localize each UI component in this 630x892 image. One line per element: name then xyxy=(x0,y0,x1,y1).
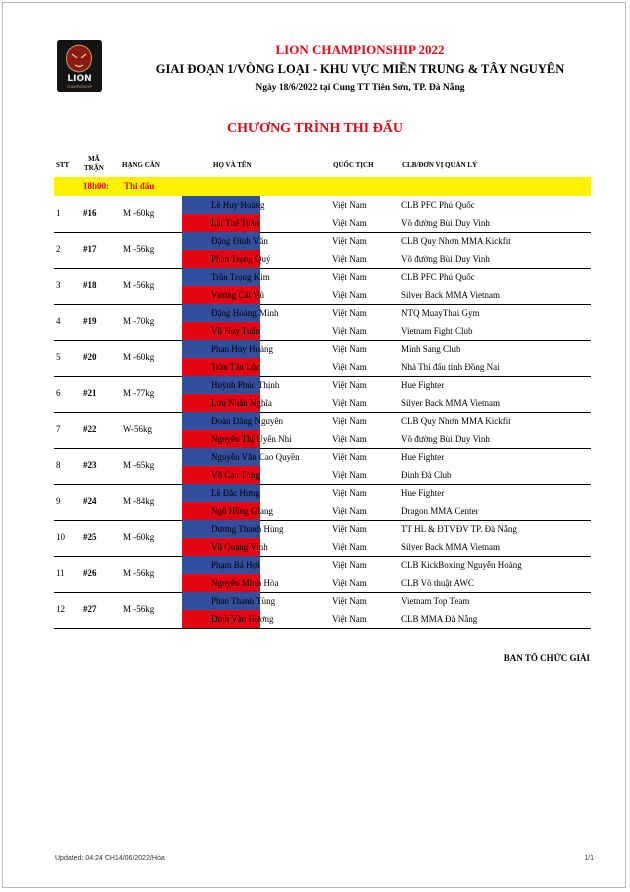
fighter-nationality: Việt Nam xyxy=(332,362,367,372)
fighter-name: Đoàn Đăng Nguyên xyxy=(211,416,283,426)
bout-weight-class: M -56kg xyxy=(123,604,155,614)
bout-row xyxy=(54,304,591,341)
red-fighter xyxy=(54,286,591,304)
fighter-name: Dương Thanh Hùng xyxy=(211,524,284,534)
bout-stt: 7 xyxy=(56,424,61,434)
fighter-nationality: Việt Nam xyxy=(332,596,367,606)
red-fighter xyxy=(54,574,591,592)
bout-row xyxy=(54,340,591,377)
blue-fighter xyxy=(54,376,591,394)
fighter-name: Phan Thanh Tùng xyxy=(211,596,276,606)
red-fighter xyxy=(54,430,591,448)
fighter-nationality: Việt Nam xyxy=(332,434,367,444)
bout-code: #16 xyxy=(83,208,97,218)
fighter-nationality: Việt Nam xyxy=(332,200,367,210)
bout-code: #21 xyxy=(83,388,97,398)
fighter-name: Trần Tấn Lộc xyxy=(211,362,260,372)
blue-fighter xyxy=(54,268,591,286)
fighter-name: Lưu Nhân Nghĩa xyxy=(211,398,272,408)
column-header-ma-line1: MÃ xyxy=(88,155,100,163)
column-header-quoc-tich: QUỐC TỊCH xyxy=(333,161,374,169)
organizer-signature: BAN TỔ CHỨC GIẢI xyxy=(503,653,590,663)
bout-row xyxy=(54,376,591,413)
fighter-nationality: Việt Nam xyxy=(332,488,367,498)
bout-stt: 2 xyxy=(56,244,61,254)
updated-timestamp: Updated: 04:24 CH14/06/2022/Hòa xyxy=(55,855,165,862)
bout-code: #22 xyxy=(83,424,97,434)
column-header-clb: CLB/ĐƠN VỊ QUẢN LÝ xyxy=(402,161,478,169)
bout-row xyxy=(54,196,591,233)
fighter-club: CLB Võ thuật AWC xyxy=(401,578,474,588)
fighter-name: Đặng Hoàng Minh xyxy=(211,308,279,318)
bout-stt: 3 xyxy=(56,280,61,290)
bout-row xyxy=(54,412,591,449)
session-bar xyxy=(54,177,591,196)
fighter-name: Đặng Đình Văn xyxy=(211,236,268,246)
page-number: 1/1 xyxy=(584,855,594,862)
session-label: Thi đấu xyxy=(124,181,155,191)
bout-row xyxy=(54,268,591,305)
fighter-club: Nhà Thi đấu tỉnh Đồng Nai xyxy=(401,362,500,372)
red-fighter xyxy=(54,466,591,484)
fighter-nationality: Việt Nam xyxy=(332,236,367,246)
bout-weight-class: M -70kg xyxy=(123,316,155,326)
fighter-name: Phan Huy Hoàng xyxy=(211,344,273,354)
fighter-nationality: Việt Nam xyxy=(332,524,367,534)
fighter-name: Nguyễn Văn Cao Quyền xyxy=(211,452,300,462)
fighter-name: Vũ Quang Vinh xyxy=(211,542,268,552)
blue-fighter xyxy=(54,232,591,250)
blue-fighter xyxy=(54,304,591,322)
fighter-club: Võ đường Bùi Duy Vinh xyxy=(401,434,490,444)
lion-logo xyxy=(57,40,102,92)
red-fighter xyxy=(54,394,591,412)
bout-stt: 1 xyxy=(56,208,61,218)
fighter-nationality: Việt Nam xyxy=(332,452,367,462)
column-header-ho-ten: HỌ VÀ TÊN xyxy=(213,161,252,169)
bout-weight-class: M -56kg xyxy=(123,244,155,254)
fighter-club: Hue Fighter xyxy=(401,488,445,498)
bout-weight-class: M -77kg xyxy=(123,388,155,398)
logo-text: LION xyxy=(67,74,92,84)
bout-weight-class: M -60kg xyxy=(123,208,155,218)
fighter-name: Phan Trọng Quý xyxy=(211,254,271,264)
fighter-nationality: Việt Nam xyxy=(332,344,367,354)
fighter-name: Lại Thế Toàn xyxy=(211,218,260,228)
bout-weight-class: M -56kg xyxy=(123,568,155,578)
bout-code: #18 xyxy=(83,280,97,290)
fighter-nationality: Việt Nam xyxy=(332,416,367,426)
bout-code: #23 xyxy=(83,460,97,470)
fighter-nationality: Việt Nam xyxy=(332,470,367,480)
bout-stt: 11 xyxy=(56,568,65,578)
fighter-nationality: Việt Nam xyxy=(332,218,367,228)
fighter-nationality: Việt Nam xyxy=(332,254,367,264)
red-fighter xyxy=(54,538,591,556)
blue-fighter xyxy=(54,556,591,574)
fighter-club: Minh Sang Club xyxy=(401,344,461,354)
red-fighter xyxy=(54,322,591,340)
bout-stt: 8 xyxy=(56,460,61,470)
bout-row xyxy=(54,232,591,269)
fighter-nationality: Việt Nam xyxy=(332,542,367,552)
program-title: CHƯƠNG TRÌNH THI ĐẤU xyxy=(227,121,403,136)
fighter-club: Silver Back MMA Vietnam xyxy=(401,542,501,552)
fighter-name: Ngô Hồng Giang xyxy=(211,506,273,516)
bout-stt: 10 xyxy=(56,532,65,542)
fighter-name: Vũ Huy Tuấn xyxy=(211,326,261,336)
bout-row xyxy=(54,520,591,557)
fighter-nationality: Việt Nam xyxy=(332,380,367,390)
bout-code: #19 xyxy=(83,316,97,326)
stage-subtitle: GIAI ĐOẠN 1/VÒNG LOẠI - KHU VỰC MIỀN TRUNG & TÂY NGUYÊN xyxy=(155,62,565,76)
bout-code: #25 xyxy=(83,532,97,542)
fighter-name: Nguyễn Minh Hòa xyxy=(211,578,279,588)
bout-weight-class: M -60kg xyxy=(123,352,155,362)
bout-code: #24 xyxy=(83,496,97,506)
date-venue-line: Ngày 18/6/2022 tại Cung TT Tiên Sơn, TP. Đà Nẵng xyxy=(255,83,465,93)
fighter-name: Vương Cát Vũ xyxy=(211,290,264,300)
blue-fighter xyxy=(54,196,591,214)
bout-code: #20 xyxy=(83,352,97,362)
bout-weight-class: W-56kg xyxy=(123,424,152,434)
blue-fighter xyxy=(54,484,591,502)
bout-code: #26 xyxy=(83,568,97,578)
fighter-club: Dragon MMA Center xyxy=(401,506,479,516)
column-header-ma-line2: TRẬN xyxy=(84,164,104,172)
championship-title: LION CHAMPIONSHIP 2022 xyxy=(275,42,445,57)
fighter-name: Nguyễn Thị Uyển Nhi xyxy=(211,434,292,444)
fighter-club: NTQ MuayThai Gym xyxy=(401,308,480,318)
blue-fighter xyxy=(54,448,591,466)
bout-stt: 6 xyxy=(56,388,61,398)
fighter-club: Vietnam Fight Club xyxy=(401,326,473,336)
fighter-club: Hue Fighter xyxy=(401,452,445,462)
fighter-name: Đinh Văn Hương xyxy=(211,614,274,624)
red-fighter xyxy=(54,610,591,628)
bout-weight-class: M -56kg xyxy=(123,280,155,290)
fighter-club: Silver Back MMA Vietnam xyxy=(401,290,501,300)
bout-weight-class: M -60kg xyxy=(123,532,155,542)
fighter-nationality: Việt Nam xyxy=(332,506,367,516)
fighter-club: TT HL & ĐTVĐV TP. Đà Nẵng xyxy=(401,524,517,534)
red-fighter xyxy=(54,502,591,520)
fighter-nationality: Việt Nam xyxy=(332,560,367,570)
bout-weight-class: M -84kg xyxy=(123,496,155,506)
fighter-club: Đinh Đà Club xyxy=(401,470,452,480)
fighter-nationality: Việt Nam xyxy=(332,578,367,588)
fighter-nationality: Việt Nam xyxy=(332,272,367,282)
red-fighter xyxy=(54,250,591,268)
bout-row xyxy=(54,592,591,629)
fighter-nationality: Việt Nam xyxy=(332,398,367,408)
column-header-stt: STT xyxy=(56,161,70,169)
bout-row xyxy=(54,484,591,521)
fighter-name: Lê Đắc Hưng xyxy=(211,488,260,498)
bout-stt: 5 xyxy=(56,352,61,362)
bout-row xyxy=(54,556,591,593)
fighter-club: CLB PFC Phú Quốc xyxy=(401,200,475,210)
bout-weight-class: M -65kg xyxy=(123,460,155,470)
fighter-club: CLB Quy Nhơn MMA Kickfit xyxy=(401,416,511,426)
bout-stt: 4 xyxy=(56,316,61,326)
blue-fighter xyxy=(54,340,591,358)
column-header-hang-can: HẠNG CÂN xyxy=(122,161,160,169)
red-fighter xyxy=(54,358,591,376)
fighter-club: CLB MMA Đà Nẵng xyxy=(401,614,478,624)
blue-fighter xyxy=(54,412,591,430)
fighter-name: Huỳnh Phúc Thịnh xyxy=(211,380,280,390)
fighter-club: Võ đường Bùi Duy Vinh xyxy=(401,254,490,264)
fighter-name: Lê Huy Hoàng xyxy=(211,200,265,210)
bout-stt: 9 xyxy=(56,496,61,506)
bout-code: #27 xyxy=(83,604,97,614)
red-fighter xyxy=(54,214,591,232)
bout-code: #17 xyxy=(83,244,97,254)
fighter-club: Hue Fighter xyxy=(401,380,445,390)
fighter-nationality: Việt Nam xyxy=(332,614,367,624)
bout-stt: 12 xyxy=(56,604,65,614)
logo-subtext: CHAMPIONSHIP xyxy=(67,85,92,89)
fighter-nationality: Việt Nam xyxy=(332,308,367,318)
fighter-nationality: Việt Nam xyxy=(332,290,367,300)
fighter-club: CLB KickBoxing Nguyễn Hoàng xyxy=(401,560,522,570)
blue-fighter xyxy=(54,520,591,538)
fighter-club: Võ đường Bùi Duy Vinh xyxy=(401,218,490,228)
fighter-club: CLB Quy Nhơn MMA Kickfit xyxy=(401,236,511,246)
column-header-ma-tran xyxy=(84,155,104,173)
blue-fighter xyxy=(54,592,591,610)
bout-row xyxy=(54,448,591,485)
fighter-club: Silver Back MMA Vietnam xyxy=(401,398,501,408)
fighter-name: Trần Trọng Kim xyxy=(211,272,270,282)
fighter-name: Phạm Bá Hợi xyxy=(211,560,260,570)
fighter-nationality: Việt Nam xyxy=(332,326,367,336)
fighter-club: CLB PFC Phú Quốc xyxy=(401,272,475,282)
fighter-name: Võ Cao Tùng xyxy=(211,470,260,480)
session-time: 18h00: xyxy=(83,181,110,191)
fighter-club: Vietnam Top Team xyxy=(401,596,470,606)
